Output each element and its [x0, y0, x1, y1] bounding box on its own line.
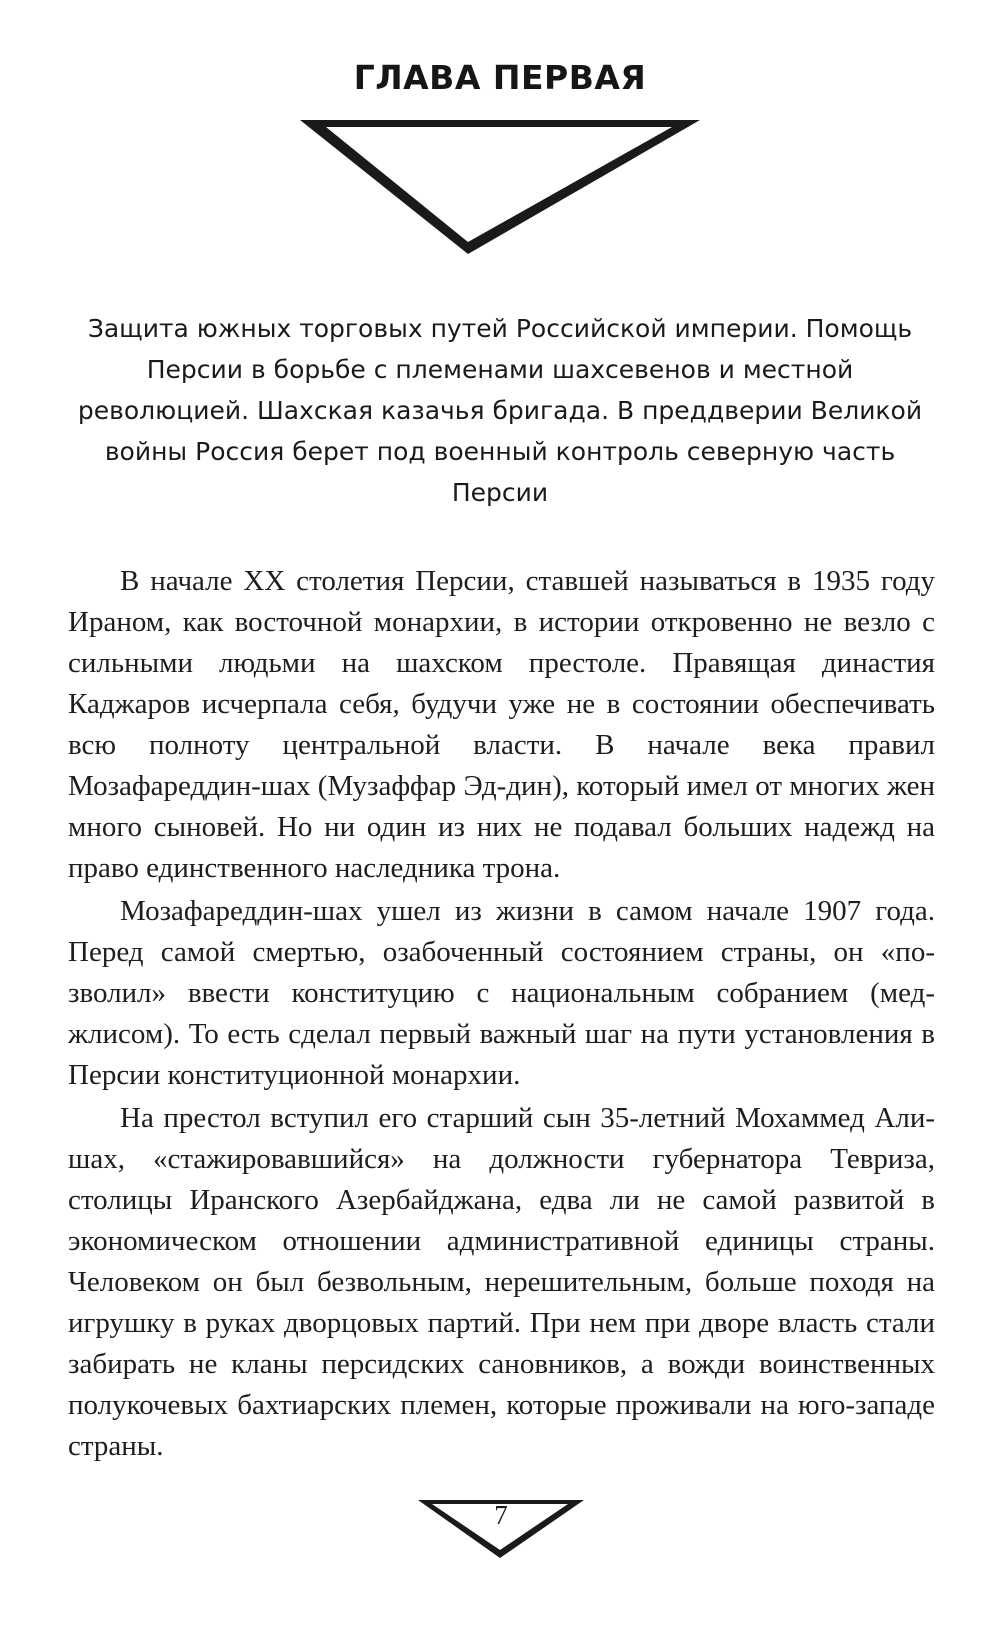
paragraph: Мозафареддин-шах ушел из жизни в самом начале 1907 года. Перед самой смертью, озабоченный состоянием страны, он «позволил» ввести конституцию с национальным собранием (меджлисом). То есть сделал первый важный шаг на пути установления в Персии конституционной монархии.: [68, 895, 935, 1091]
chapter-subtitle: Защита южных торговых путей Российской империи. Помощь Персии в борьбе с племенами шахсевенов и местной революцией. Шахская казачья бригада. В преддверии Великой войны Россия берет под военный контроль северную часть Персии: [77, 314, 923, 507]
paragraph: На престол вступил его старший сын 35-летний Мохаммед Али-шах, «стажировавшийся» на должности губернатора Тевриза, столицы Иранского Азербайджана, едва ли не самой развитой в экономическом отношении административной единицы страны. Человеком он был безвольным, нерешительным, больше походя на игрушку в руках дворцовых партий. При нем при дворе власть стали забирать не кланы персидских сановников, а вожди воинственных полукочевых бахтиарских племен, которые проживали на юго-западе страны.: [68, 1102, 935, 1462]
paragraph: В начале XX столетия Персии, ставшей называться в 1935 году Ираном, как восточной монархии, в истории откровенно не везло с сильными людьми на шахском престоле. Правящая династия Каджаров исчерпала себя, будучи уже не в состоянии обеспечивать всю полноту центральной власти. В начале века правил Мозафареддин-шах (Музаффар Эд-дин), который имел от многих жен много сыновей. Но ни один из них не подавал больших надежд на право единственного наследника трона.: [68, 565, 935, 884]
chapter-title: ГЛАВА ПЕРВАЯ: [353, 58, 647, 97]
chapter-body: [68, 561, 935, 1469]
page-footer: [418, 1498, 584, 1560]
page-number: 7: [494, 1500, 508, 1530]
chapter-triangle-ornament: [300, 118, 700, 256]
